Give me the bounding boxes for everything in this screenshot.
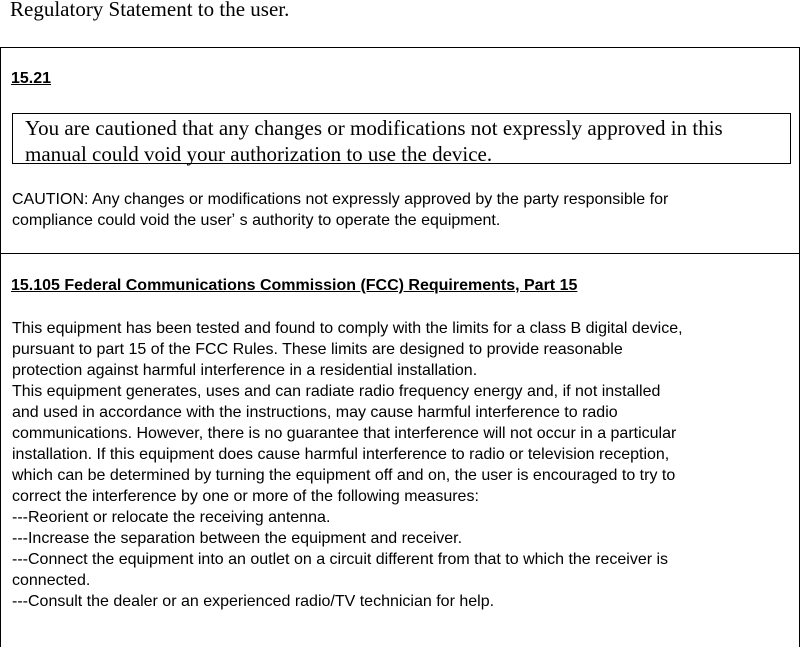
caution-line: compliance could void the userʼ s authority to operate the equipment. (12, 212, 501, 229)
section-15-105-heading: 15.105 Federal Communications Commission (FCC) Requirements, Part 15 (11, 277, 578, 294)
measure-line: ---Increase the separation between the equipment and receiver. (12, 530, 463, 547)
section-15-21-heading: 15.21 (11, 70, 52, 87)
body-line: pursuant to part 15 of the FCC Rules. These limits are designed to provide reasonable (12, 341, 623, 358)
caution-boxed-note (12, 113, 791, 164)
measure-line: ---Connect the equipment into an outlet on a circuit different from that to which the receiver is (12, 551, 669, 568)
caution-paragraph (12, 189, 668, 231)
section-15-105 (1, 254, 799, 648)
measure-line: connected. (12, 572, 91, 589)
body-line: protection against harmful interference in a residential installation. (12, 362, 478, 379)
body-line: communications. However, there is no guarantee that interference will not occur in a particular (12, 425, 677, 442)
intro-statement: Regulatory Statement to the user. (10, 0, 290, 21)
body-line: This equipment has been tested and found to comply with the limits for a class B digital device, (12, 320, 683, 337)
caution-line: CAUTION: Any changes or modifications not expressly approved by the party responsible for (12, 191, 669, 208)
boxed-note-line: manual could void your authorization to use the device. (25, 142, 493, 166)
section-15-21 (1, 48, 799, 254)
boxed-note-line: You are cautioned that any changes or modifications not expressly approved in this (25, 116, 723, 140)
regulatory-table (0, 47, 800, 647)
body-line: and used in accordance with the instructions, may cause harmful interference to radio (12, 404, 618, 421)
body-line: correct the interference by one or more of the following measures: (12, 488, 479, 505)
measure-line: ---Reorient or relocate the receiving antenna. (12, 509, 331, 526)
body-line: This equipment generates, uses and can radiate radio frequency energy and, if not installed (12, 383, 661, 400)
measure-line: ---Consult the dealer or an experienced radio/TV technician for help. (12, 593, 495, 610)
body-line: installation. If this equipment does cause harmful interference to radio or television reception, (12, 446, 670, 463)
fcc-body-text (12, 318, 683, 612)
body-line: which can be determined by turning the equipment off and on, the user is encouraged to try to (12, 467, 676, 484)
